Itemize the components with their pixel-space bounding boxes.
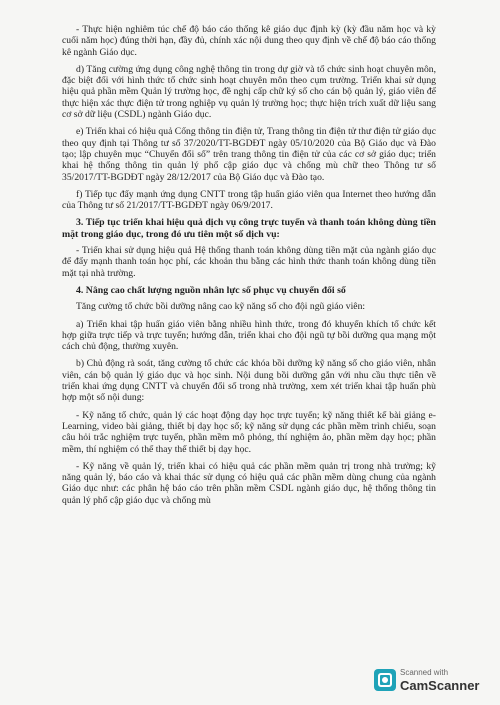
camscanner-watermark (374, 665, 486, 695)
paragraph: f) Tiếp tục đẩy mạnh ứng dụng CNTT trong tập huấn giáo viên qua Internet theo hướng dẫn của Thông tư số 21/2017/TT-BGDĐT ngày 06/9/2017. (62, 188, 436, 212)
paragraph: a) Triển khai tập huấn giáo viên bằng nhiều hình thức, trong đó khuyến khích tổ chức kết hợp giữa trực tiếp và trực tuyến; hướng dẫn, triển khai cho đội ngũ tự bồi dưỡng qua mạng một cách chủ động, thường xuyên. (62, 318, 436, 353)
paragraph: - Kỹ năng tổ chức, quản lý các hoạt động dạy học trực tuyến; kỹ năng thiết kế bài giảng e-Learning, video bài giảng, thiết bị dạy học số; kỹ năng sử dụng các phần mềm trình chiếu, soạn câu hỏi trắc nghiệm trực tuyến, phần mềm mô phỏng, thí nghiệm ảo, phần mềm dạy học; phần mềm, thí nghiệm có thể thay thế thiết bị dạy học. (62, 409, 436, 455)
document-body (62, 24, 436, 506)
paragraph: - Kỹ năng về quản lý, triển khai có hiệu quả các phần mềm quản trị trong nhà trường; kỹ năng quản lý, báo cáo và khai thác sử dụng có hiệu quả các phần mềm dùng chung của ngành Giáo dục như: các phân hệ báo cáo trên phần mềm CSDL ngành giáo dục, hệ thống thông tin quản lý phổ cập giáo dục và chống mù (62, 460, 436, 506)
section-heading: 4. Nâng cao chất lượng nguồn nhân lực số phục vụ chuyển đổi số (76, 284, 346, 296)
paragraph: - Triển khai sử dụng hiệu quả Hệ thống thanh toán không dùng tiền mặt của ngành giáo dục để đẩy mạnh thanh toán học phí, các khoản thu bằng các hình thức thanh toán không dùng tiền mặt tại nhà trường. (62, 245, 436, 279)
paragraph: - Thực hiện nghiêm túc chế độ báo cáo thống kê giáo dục định kỳ (kỳ đầu năm học và kỳ cuối năm học) đúng thời hạn, đầy đủ, chính xác nội dung theo quy định về chế độ báo cáo thống kê ngành Giáo dục. (62, 24, 436, 58)
paragraph: Tăng cường tổ chức bồi dưỡng nâng cao kỹ năng số cho đội ngũ giáo viên: (76, 301, 366, 313)
paragraph: d) Tăng cường ứng dụng công nghệ thông tin trong dự giờ và tổ chức sinh hoạt chuyên môn, đặc biệt đổi với hình thức tổ chức sinh hoạt chuyên môn theo cụm trường. Triển khai sử dụng hiệu quả phần mềm Quản lý trường học, đề nghị cấp chữ ký số cho cán bộ quản lý, giáo viên để thực hiện xác thực điện tử trong nghiệp vụ quản lý trường học; thực hiện trích xuất dữ liệu sang cơ sở dữ liệu (CSDL) ngành Giáo dục. (62, 63, 436, 121)
watermark-text (400, 669, 479, 692)
section-heading: 3. Tiếp tục triển khai hiệu quả dịch vụ công trực tuyến và thanh toán không dùng tiền mặt trong giáo dục, trong đó ưu tiên một số dịch vụ: (62, 217, 436, 240)
paragraph: b) Chủ động rà soát, tăng cường tổ chức các khóa bồi dưỡng kỹ năng số cho giáo viên, nhân viên, cán bộ quản lý giáo dục và học sinh. Nội dung bồi dưỡng gắn với nhu cầu thực tiễn về triển khai ứng dụng CNTT và chuyển đổi số trong nhà trường, xem xét triển khai tập huấn phù hợp một số nội dung: (62, 358, 436, 404)
watermark-line1: Scanned with (400, 667, 449, 677)
paragraph: e) Triển khai có hiệu quả Cổng thông tin điện tử, Trang thông tin điện tử thư điện tử giáo dục theo quy định tại Thông tư số 37/2020/TT-BGDĐT ngày 05/10/2020 của Bộ Giáo dục và Đào tạo; lập chuyên mục “Chuyển đổi số” trên trang thông tin điện tử của các cơ sở giáo dục; triển khai hệ thống thông tin quản lý phổ cập giáo dục và chống mù chữ theo Thông tư số 35/2017/TT-BGDĐT ngày 28/12/2017 của Bộ Giáo dục và Đào tạo. (62, 126, 436, 183)
camscanner-logo-icon (374, 669, 396, 691)
watermark-brand: CamScanner (400, 677, 480, 693)
